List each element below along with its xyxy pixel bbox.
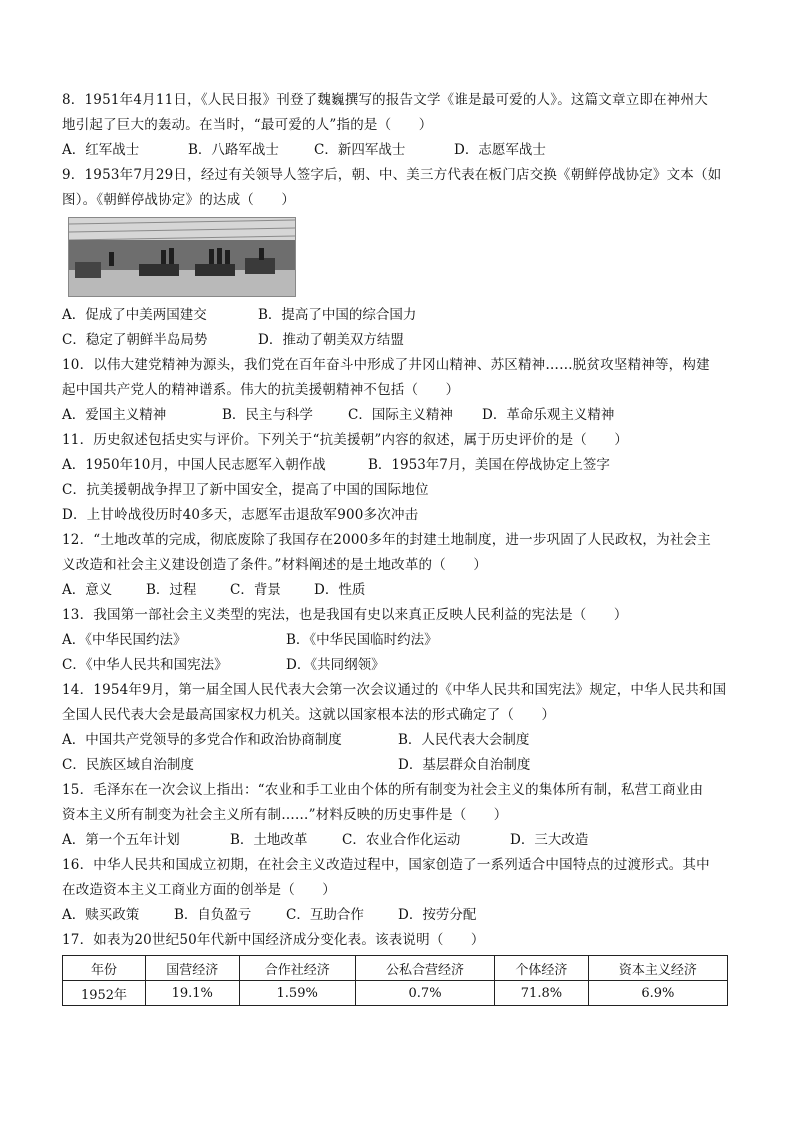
question-15 [62, 778, 732, 853]
question-text: 15．毛泽东在一次会议上指出：“农业和手工业由个体的所有制变为社会主义的集体所有制，私营工商业由 [62, 782, 704, 798]
option-c[interactable]: C．背景 [230, 582, 281, 598]
question-text: 资本主义所有制变为社会主义所有制……”材料反映的历史事件是（ ） [62, 807, 508, 823]
option-c[interactable]: C．互助合作 [286, 907, 364, 923]
option-a[interactable]: A．1950年10月，中国人民志愿军入朝作战 [62, 457, 326, 473]
option-d[interactable]: D．推动了朝美双方结盟 [258, 332, 404, 348]
table-header-row [63, 956, 728, 981]
option-b[interactable]: B．八路军战士 [188, 142, 279, 158]
options-row [62, 653, 732, 678]
option-a[interactable]: A．中国共产党领导的多党合作和政治协商制度 [62, 732, 342, 748]
table-cell: 1.59% [239, 981, 355, 1006]
question-text: 11．历史叙述包括史实与评价。下列关于“抗美援朝”内容的叙述，属于历史评价的是（ ） [62, 432, 629, 448]
option-c[interactable]: C．农业合作化运动 [342, 832, 461, 848]
option-a[interactable]: A．赎买政策 [62, 907, 140, 923]
option-b[interactable]: B．1953年7月，美国在停战协定上签字 [368, 457, 610, 473]
option-c[interactable]: C．抗美援朝战争捍卫了新中国安全，提高了中国的国际地位 [62, 482, 429, 498]
question-9 [62, 163, 732, 353]
table-header-cell: 国营经济 [146, 956, 239, 981]
question-text: 16．中华人民共和国成立初期，在社会主义改造过程中，国家创造了一系列适合中国特点的过渡形式。其中 [62, 857, 710, 873]
option-c[interactable]: C．新四军战士 [314, 142, 406, 158]
options-row [62, 628, 732, 653]
option-b[interactable]: B．过程 [146, 582, 197, 598]
option-a[interactable]: A．第一个五年计划 [62, 832, 180, 848]
option-d[interactable]: D．志愿军战士 [454, 142, 546, 158]
options-row [62, 903, 732, 928]
table-cell: 1952年 [63, 981, 146, 1006]
option-d[interactable]: D．基层群众自治制度 [398, 757, 531, 773]
option-b[interactable]: B．《中华民国临时约法》 [286, 632, 438, 648]
question-text: 17．如表为20世纪50年代新中国经济成分变化表。该表说明（ ） [62, 932, 485, 948]
options-row [62, 578, 732, 603]
options-row [62, 828, 732, 853]
option-c[interactable]: C．稳定了朝鲜半岛局势 [62, 332, 208, 348]
economy-composition-table [62, 955, 728, 1006]
question-text: 地引起了巨大的轰动。在当时，“最可爱的人”指的是（ ） [62, 117, 433, 133]
question-16 [62, 853, 732, 928]
economy-table-wrapper [62, 955, 732, 1006]
option-b[interactable]: B．提高了中国的综合国力 [258, 307, 417, 323]
question-text: 图）。《朝鲜停战协定》的达成（ ） [62, 192, 296, 208]
question-text: 9．1953年7月29日，经过有关领导人签字后，朝、中、美三方代表在板门店交换《朝鲜停战协定》文本（如 [62, 167, 722, 183]
option-d[interactable]: D．性质 [314, 582, 366, 598]
option-a[interactable]: A．《中华民国约法》 [62, 632, 187, 648]
option-d[interactable]: D．《共同纲领》 [286, 657, 385, 673]
question-text: 全国人民代表大会是最高国家权力机关。这就以国家根本法的形式确定了（ ） [62, 707, 556, 723]
option-a[interactable]: A．促成了中美两国建交 [62, 307, 207, 323]
option-a[interactable]: A．意义 [62, 582, 113, 598]
options-row [62, 403, 732, 428]
table-cell: 6.9% [588, 981, 727, 1006]
photo-illustration [69, 218, 295, 296]
exam-page [62, 88, 732, 1006]
question-text: 义改造和社会主义建设创造了条件。”材料阐述的是土地改革的（ ） [62, 557, 488, 573]
question-11 [62, 428, 732, 528]
option-c[interactable]: C．国际主义精神 [348, 407, 453, 423]
options-row [62, 138, 732, 163]
question-text: 10．以伟大建党精神为源头，我们党在百年奋斗中形成了井冈山精神、苏区精神……脱贫攻坚精神等，构建 [62, 357, 710, 373]
question-8 [62, 88, 732, 163]
question-text: 起中国共产党人的精神谱系。伟大的抗美援朝精神不包括（ ） [62, 382, 460, 398]
option-b[interactable]: B．民主与科学 [222, 407, 313, 423]
option-d[interactable]: D．上甘岭战役历时40多天，志愿军击退敌军900多次冲击 [62, 507, 419, 523]
option-a[interactable]: A．爱国主义精神 [62, 407, 167, 423]
table-cell: 0.7% [355, 981, 494, 1006]
options-row [62, 328, 732, 353]
table-cell: 71.8% [495, 981, 588, 1006]
option-b[interactable]: B．土地改革 [230, 832, 308, 848]
table-header-cell: 个体经济 [495, 956, 588, 981]
option-c[interactable]: C．《中华人民共和国宪法》 [62, 657, 228, 673]
option-b[interactable]: B．自负盈亏 [174, 907, 252, 923]
table-header-cell: 合作社经济 [239, 956, 355, 981]
option-b[interactable]: B．人民代表大会制度 [398, 732, 530, 748]
armistice-signing-photo [68, 217, 296, 297]
option-a[interactable]: A．红军战士 [62, 142, 140, 158]
question-text: 在改造资本主义工商业方面的创举是（ ） [62, 882, 336, 898]
question-text: 13．我国第一部社会主义类型的宪法，也是我国有史以来真正反映人民利益的宪法是（ ） [62, 607, 628, 623]
question-14 [62, 678, 732, 778]
question-10 [62, 353, 732, 428]
table-header-cell: 公私合营经济 [355, 956, 494, 981]
question-text: 14．1954年9月，第一届全国人民代表大会第一次会议通过的《中华人民共和国宪法》规定，中华人民共和国 [62, 682, 727, 698]
option-d[interactable]: D．按劳分配 [398, 907, 477, 923]
question-text: 8．1951年4月11日，《人民日报》刊登了魏巍撰写的报告文学《谁是最可爱的人》。这篇文章立即在神州大 [62, 92, 708, 108]
option-c[interactable]: C．民族区域自治制度 [62, 757, 194, 773]
option-d[interactable]: D．三大改造 [510, 832, 589, 848]
options-row [62, 303, 732, 328]
question-text: 12．“土地改革的完成，彻底废除了我国存在2000多年的封建土地制度，进一步巩固了人民政权，为社会主 [62, 532, 711, 548]
table-header-cell: 年份 [63, 956, 146, 981]
options-row [62, 753, 732, 778]
table-header-cell: 资本主义经济 [588, 956, 727, 981]
options-row [62, 453, 732, 478]
option-d[interactable]: D．革命乐观主义精神 [482, 407, 615, 423]
question-12 [62, 528, 732, 603]
table-row [63, 981, 728, 1006]
question-17 [62, 928, 732, 1006]
question-13 [62, 603, 732, 678]
table-cell: 19.1% [146, 981, 239, 1006]
options-row [62, 728, 732, 753]
